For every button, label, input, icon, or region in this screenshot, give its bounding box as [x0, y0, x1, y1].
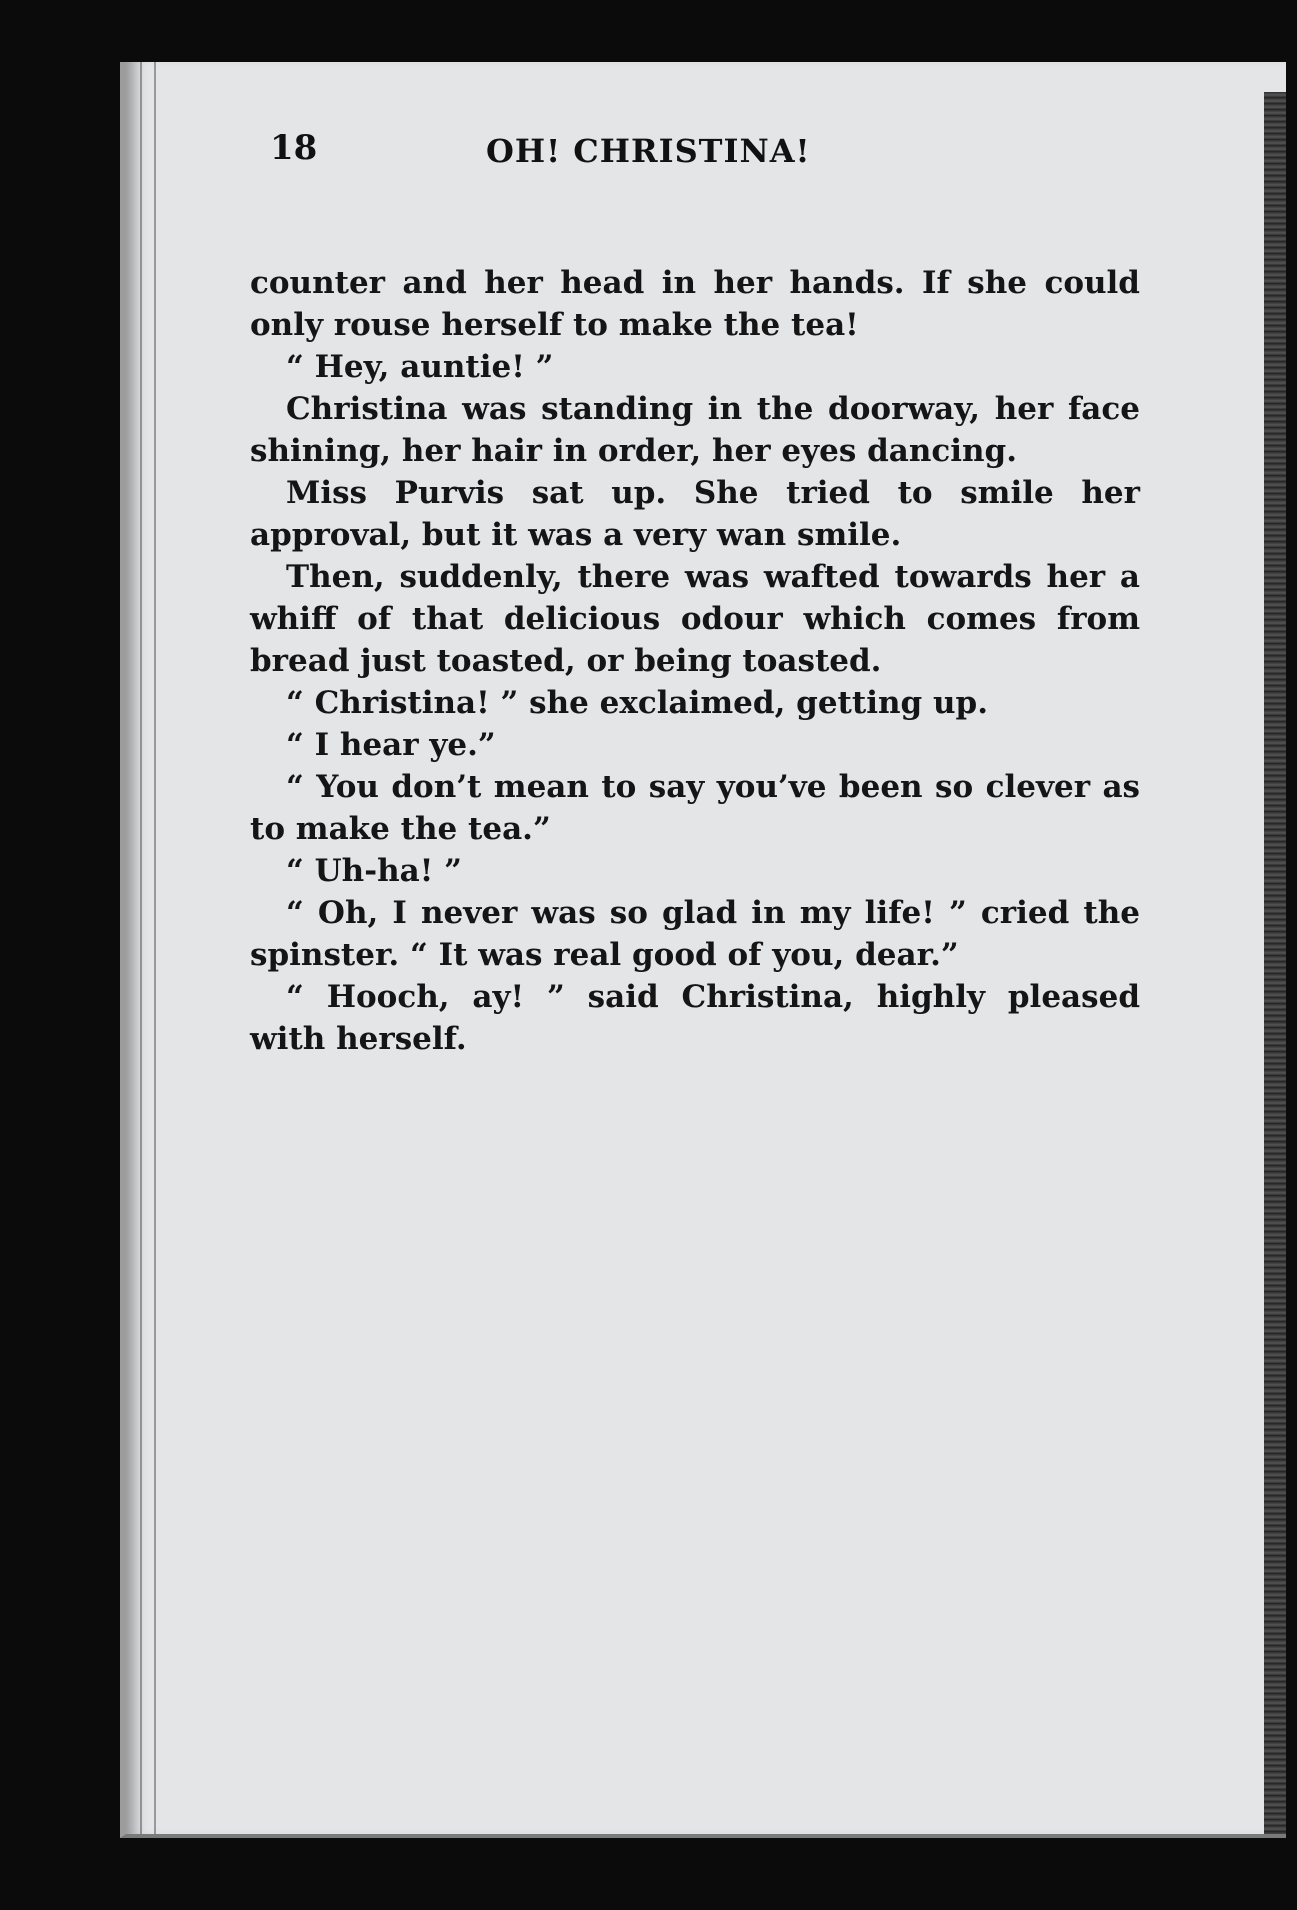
body-text: [250, 262, 1140, 1060]
paragraph: Miss Purvis sat up. She tried to smile her approval, but it was a very wan smile.: [250, 475, 1140, 553]
paragraph: Christina was standing in the doorway, her face shining, her hair in order, her eyes dancing.: [250, 391, 1140, 469]
paragraph: Then, suddenly, there was wafted towards her a whiff of that delicious odour which comes from bread just toasted, or being toasted.: [250, 559, 1140, 679]
binding-line: [140, 62, 142, 1834]
paragraph: “ Oh, I never was so glad in my life! ” cried the spinster. “ It was real good of you, dear.”: [250, 895, 1140, 973]
paragraph: counter and her head in her hands. If she could only rouse herself to make the tea!: [250, 265, 1140, 343]
paragraph: “ Hooch, ay! ” said Christina, highly pleased with herself.: [250, 979, 1140, 1057]
paragraph: “ Uh-ha! ”: [286, 853, 462, 889]
page-number: 18: [270, 128, 318, 168]
binding-line: [154, 62, 156, 1834]
paragraph: “ Christina! ” she exclaimed, getting up.: [286, 685, 988, 721]
running-head: OH! CHRISTINA!: [486, 132, 811, 170]
page-edge: [1264, 92, 1286, 1834]
paragraph: “ Hey, auntie! ”: [286, 349, 554, 385]
paragraph: “ You don’t mean to say you’ve been so clever as to make the tea.”: [250, 769, 1140, 847]
paragraph: “ I hear ye.”: [286, 727, 496, 763]
page-header: [270, 128, 1150, 188]
